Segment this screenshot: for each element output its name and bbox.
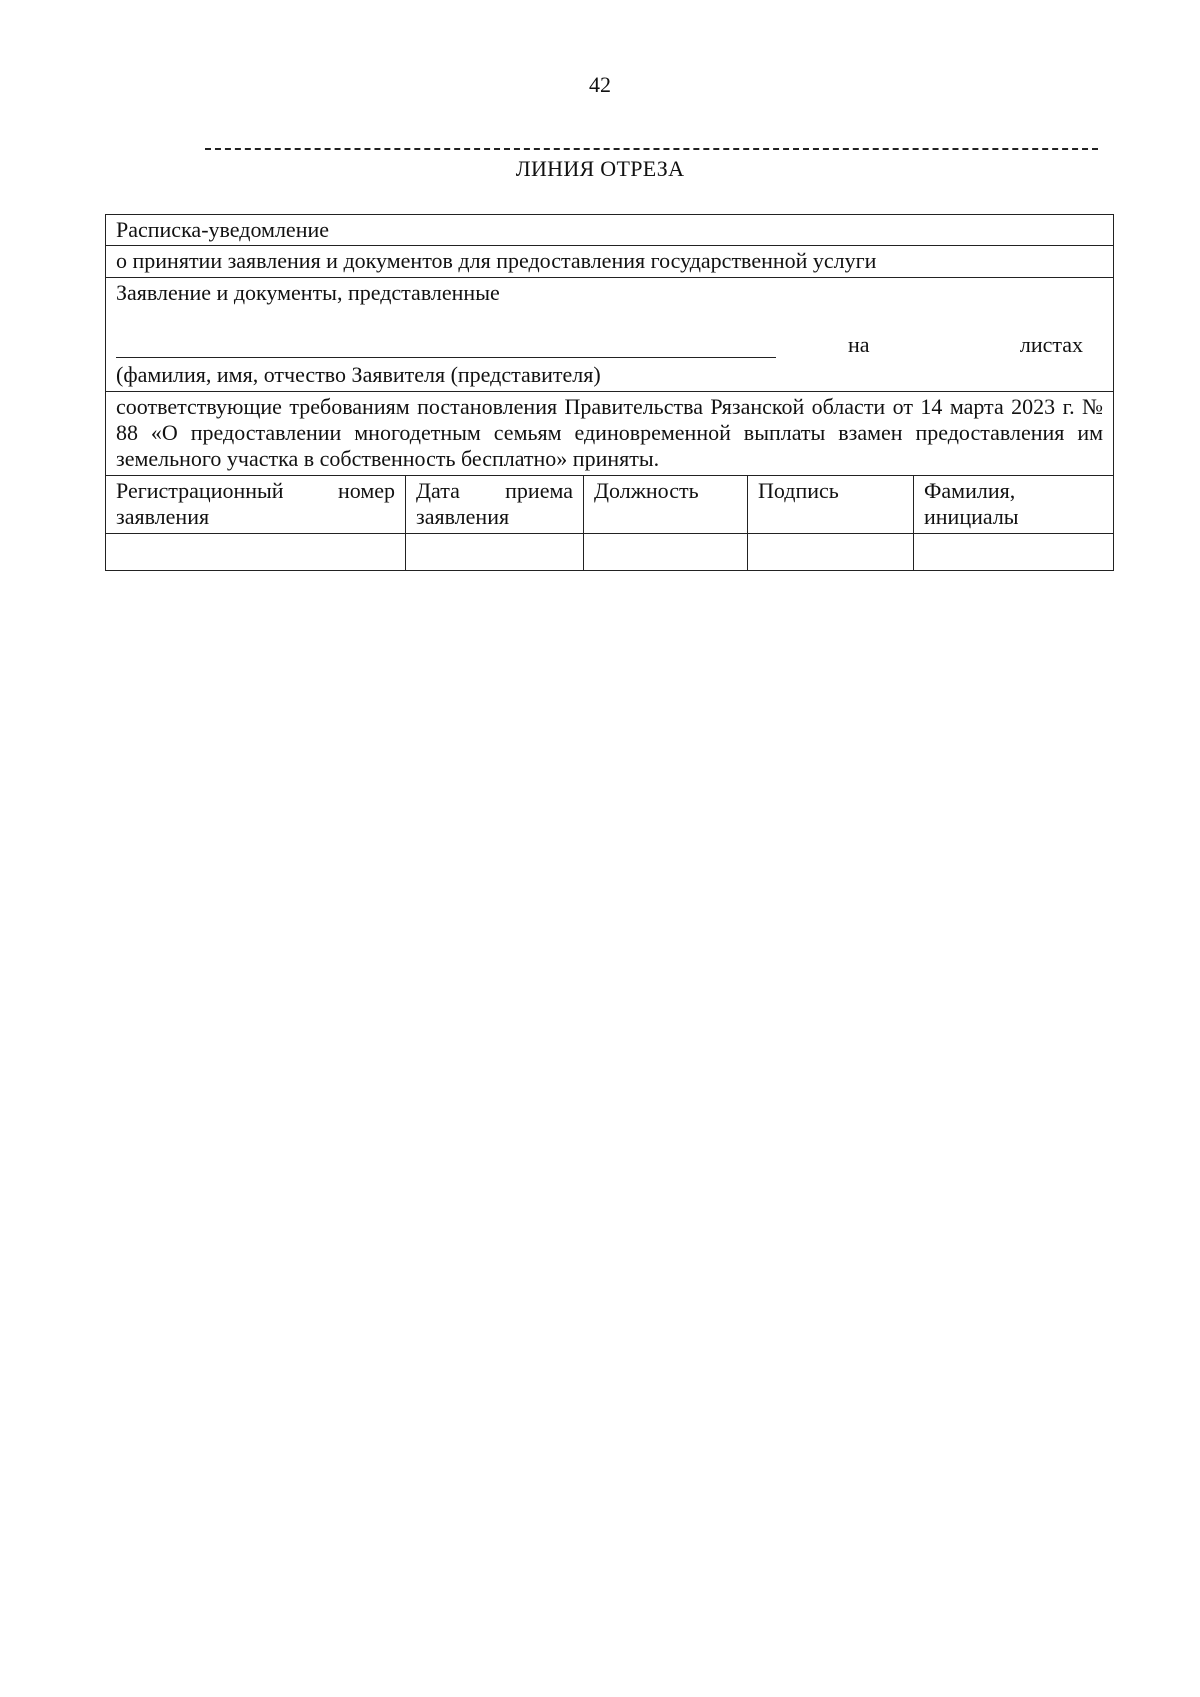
applicant-cell [106,277,1114,391]
compliance-text: соответствующие требованиям постановления Правительства Рязанской области от 14 марта 2023 г. № 88 «О предоставлении многодетным семьям единовременной выплаты взамен предоставления им земельного участка в собственность бесплатно» приняты. [106,391,1114,475]
sheets-label: листах [1019,331,1084,357]
registration-number-cell [106,533,406,570]
column-header: Подпись [748,475,914,533]
receipt-table [105,214,1114,571]
table-row [106,533,1114,570]
submitted-label: Заявление и документы, представленные [116,279,500,305]
applicant-caption: (фамилия, имя, отчество Заявителя (представителя) [116,362,601,388]
receipt-title: Расписка-уведомление [106,215,1114,246]
position-cell [584,533,748,570]
page-number: 42 [589,72,611,97]
cut-line-label: ЛИНИЯ ОТРЕЗА [515,156,685,181]
on-label: на [848,331,870,357]
column-header-row [106,475,1114,533]
column-header: Фамилия, инициалы [914,475,1114,533]
receipt-date-cell [406,533,584,570]
column-header: Регистрационный номер заявления [106,475,406,533]
column-header: Должность [584,475,748,533]
receipt-subtitle: о принятии заявления и документов для предоставления государственной услуги [106,246,1114,277]
signature-cell [748,533,914,570]
column-header: Дата приема заявления [406,475,584,533]
cut-line [205,148,1098,150]
name-initials-cell [914,533,1114,570]
applicant-line [116,328,1103,358]
applicant-name-blank [116,335,776,358]
